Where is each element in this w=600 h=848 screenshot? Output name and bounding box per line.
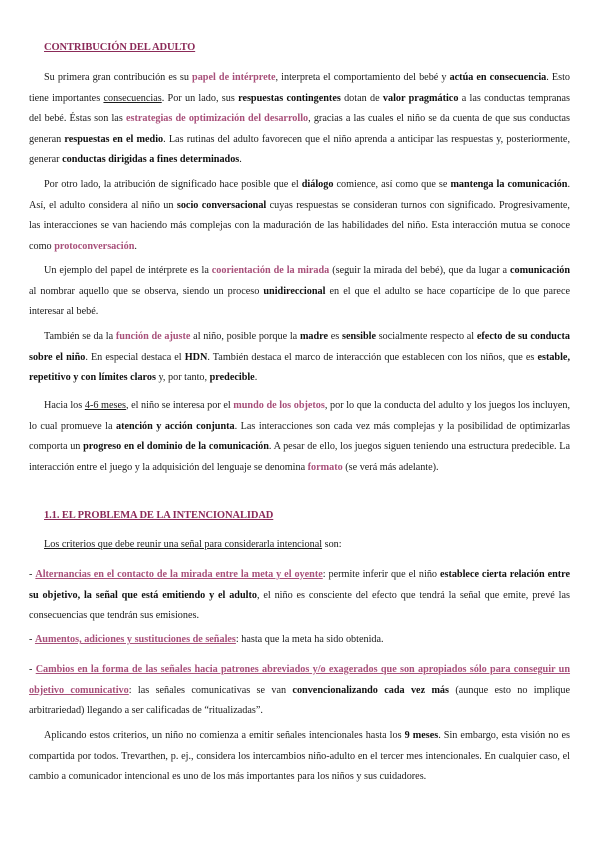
term-aumentos-senales: Aumentos, adiciones y sustituciones de señales <box>34 634 236 645</box>
paragraph-coorientacion: Un ejemplo del papel de intérprete es la coorientación de la mirada (seguir la mirada del bebé), que da lugar a comunicación al nombrar aquello que se observa, siendo un proceso unidireccional en el que el adulto se hace copartícipe de lo que parece interesar al bebé. <box>29 265 570 317</box>
term-coorientacion-mirada: coorientación de la mirada <box>211 265 330 276</box>
criterion-cambios: - Cambios en la forma de las señales hacia patrones abreviados y/o exagerados que son apropiados sólo para conseguir un objetivo comunicativo: las señales comunicativas se van convencionalizando cada vez más (aunque esto no implique arbitrariedad) llegando a ser calificadas de “ritualizadas”. <box>29 664 571 716</box>
criterion-aumentos: - Aumentos, adiciones y sustituciones de señales: hasta que la meta ha sido obtenida. <box>29 634 384 645</box>
paragraph-interprete: Su primera gran contribución es su papel de intérprete, interpreta el comportamiento del bebé y actúa en consecuencia. Esto tiene importantes consecuencias. Por un lado, sus respuestas contingentes dotan de valor pragmático a las conductas tempranas del bebé. Éstas son las estrategias de optimización del desarrollo, gracias a las cuales el niño se da cuenta de que sus conductas generan respuestas en el medio. Las rutinas del adulto favorecen que el niño aprenda a anticipar las respuestas y, posteriormente, generar conductas dirigidas a fines determinados. <box>29 72 571 165</box>
term-mundo-objetos: mundo de los objetos <box>233 400 325 411</box>
paragraph-criterios: Los criterios que debe reunir una señal para considerarla intencional son: <box>44 539 342 550</box>
term-formato: formato <box>307 461 343 473</box>
criterion-alternancias: - Alternancias en el contacto de la mirada entre la meta y el oyente: permite inferir que el niño establece cierta relación entre su objetivo, la señal que está emitiendo y el adulto, el niño es consciente del efecto que tendrá la señal que emite, prevé las consecuencias que tendrán sus emisiones. <box>29 569 571 621</box>
paragraph-aplicando-criterios: Aplicando estos criterios, un niño no comienza a emitir señales intencionales hasta los 9 meses. Sin embargo, esta visión no es compartida por todos. Trevarthen, p. ej., considera los intercambios niño-adulto en el tercer mes intencionales. En cualquier caso, el cambio a comunicador intencional es uno de los más importantes para los niños y sus cuidadores. <box>29 730 570 782</box>
term-alternancias-mirada: Alternancias en el contacto de la mirada entre la meta y el oyente <box>35 569 323 580</box>
heading-contribucion-adulto: CONTRIBUCIÓN DEL ADULTO <box>44 42 196 53</box>
term-cambios-forma: Cambios en la forma de las señales hacia patrones abreviados y/o exagerados que son apropiados sólo para conseguir un objetivo comunicativo <box>29 664 571 696</box>
term-protoconversacion: protoconversación <box>54 240 135 252</box>
heading-intencionalidad: 1.1. EL PROBLEMA DE LA INTENCIONALIDAD <box>44 510 274 521</box>
term-papel-interprete: papel de intérprete <box>192 72 276 83</box>
paragraph-funcion-ajuste: También se da la función de ajuste al niño, posible porque la madre es sensible socialmente respecto al efecto de su conducta sobre el niño. En especial destaca el HDN. También destaca el marco de interacción que establecen con los niños, que es estable, repetitivo y con límites claros y, por tanto, predecible. <box>29 331 570 383</box>
paragraph-mundo-objetos: Hacia los 4-6 meses, el niño se interesa por el mundo de los objetos, por lo que la conducta del adulto y los juegos los incluyen, lo cual promueve la atención y acción conjunta. Las interacciones son cada vez más complejas y la posibilidad de optimizarlas comporta un progreso en el dominio de la comunicación. A pesar de ello, los juegos siguen teniendo una estructura predecible. La interacción entre el juego y la adquisición del lenguaje se denomina formato (se verá más adelante). <box>29 400 571 473</box>
term-funcion-ajuste: función de ajuste <box>115 331 191 342</box>
term-estrategias-optimizacion: estrategias de optimización del desarrollo <box>125 113 309 124</box>
paragraph-dialogo: Por otro lado, la atribución de significado hace posible que el diálogo comience, así como que se mantenga la comunicación. Así, el adulto considera al niño un socio conversacional cuyas respuestas se consideran turnos con significado. Progresivamente, las interacciones se van haciendo más complejas con la maduración de las habilidades del niño. Esta interacción mutua se conoce como protoconversación. <box>29 179 570 252</box>
